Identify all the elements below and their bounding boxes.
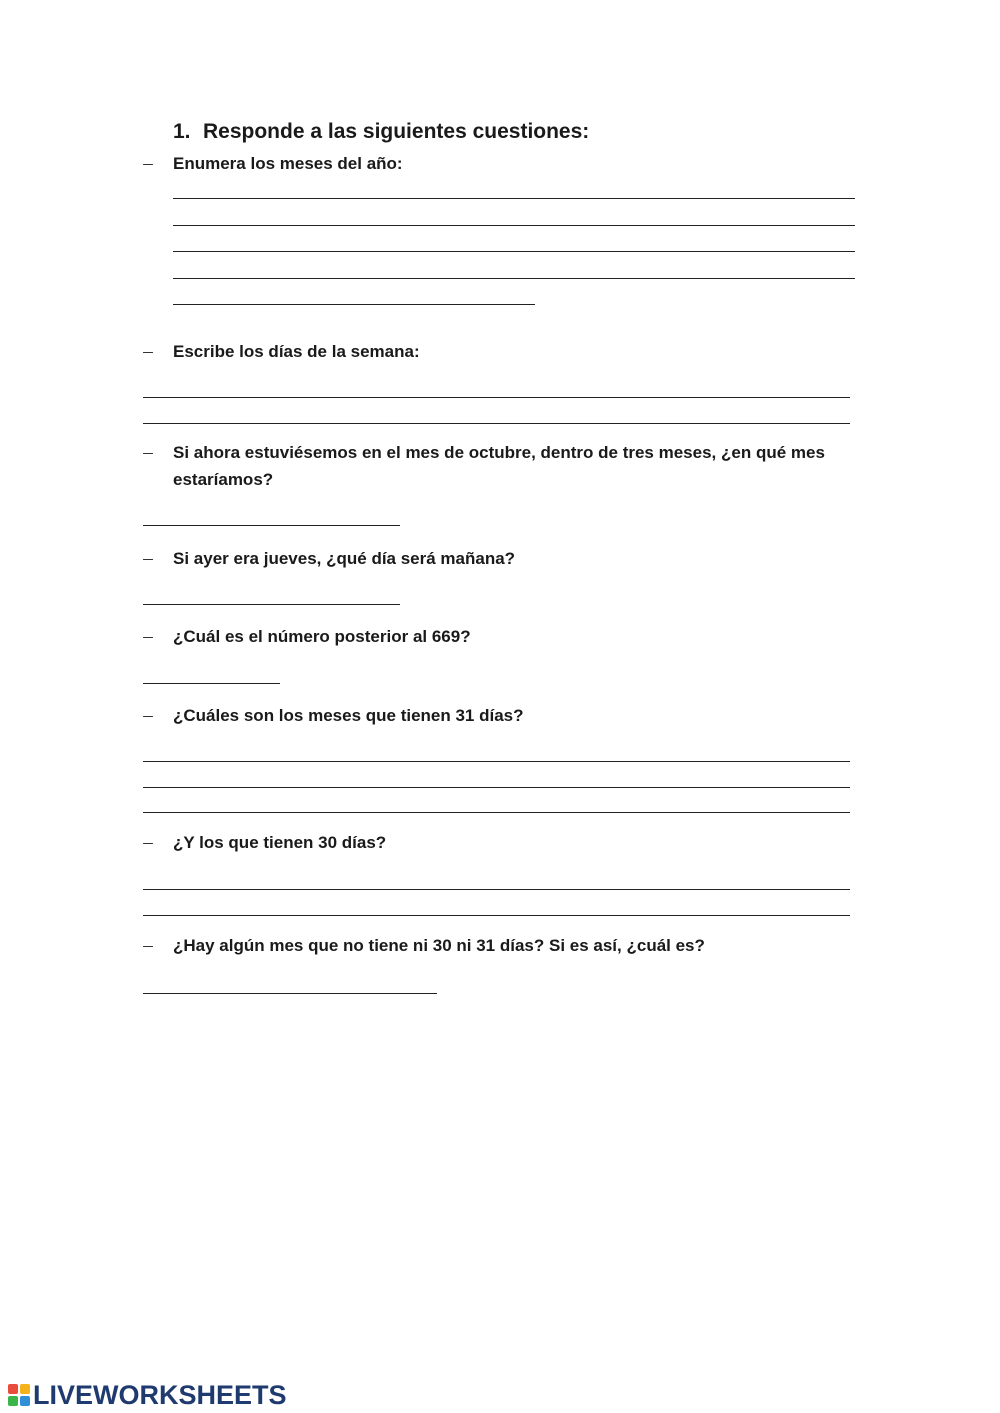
answer-line[interactable]: [173, 304, 535, 305]
bullet-dash: [143, 164, 153, 165]
question-october: Si ahora estuviésemos en el mes de octubre, dentro de tres meses, ¿en qué mes estaríamos?: [173, 443, 825, 489]
answer-line[interactable]: [143, 604, 400, 605]
answer-line[interactable]: [143, 889, 850, 890]
heading-title: Responde a las siguientes cuestiones:: [203, 120, 590, 143]
section-heading: [173, 120, 589, 144]
bullet-dash: [143, 352, 153, 353]
answer-line[interactable]: [143, 423, 850, 424]
bullet-dash: [143, 637, 153, 638]
bullet-dash: [143, 946, 153, 947]
liveworksheets-logo: [8, 1381, 287, 1409]
question-thursday: Si ayer era jueves, ¿qué día será mañana?: [173, 549, 516, 568]
answer-line[interactable]: [173, 198, 855, 199]
logo-square: [8, 1396, 18, 1406]
bullet-dash: [143, 453, 153, 454]
answer-line[interactable]: [143, 761, 850, 762]
logo-text: LIVEWORKSHEETS: [33, 1379, 287, 1410]
answer-line[interactable]: [173, 225, 855, 226]
answer-line[interactable]: [143, 683, 280, 684]
logo-square: [8, 1384, 18, 1394]
answer-line[interactable]: [143, 787, 850, 788]
question-31-days: ¿Cuáles son los meses que tienen 31 días?: [173, 706, 524, 725]
heading-number: 1.: [173, 120, 191, 143]
answer-line[interactable]: [143, 525, 400, 526]
bullet-dash: [143, 843, 153, 844]
question-other-month: ¿Hay algún mes que no tiene ni 30 ni 31 días? Si es así, ¿cuál es?: [173, 936, 705, 955]
question-weekdays: Escribe los días de la semana:: [173, 342, 420, 361]
question-30-days: ¿Y los que tienen 30 días?: [173, 833, 387, 852]
answer-line[interactable]: [143, 915, 850, 916]
logo-icon: [8, 1384, 30, 1406]
logo-square: [20, 1384, 30, 1394]
answer-line[interactable]: [173, 251, 855, 252]
question-number: ¿Cuál es el número posterior al 669?: [173, 627, 471, 646]
logo-square: [20, 1396, 30, 1406]
bullet-dash: [143, 559, 153, 560]
answer-line[interactable]: [143, 397, 850, 398]
answer-line[interactable]: [143, 993, 437, 994]
answer-line[interactable]: [173, 278, 855, 279]
answer-line[interactable]: [143, 812, 850, 813]
bullet-dash: [143, 716, 153, 717]
question-months: Enumera los meses del año:: [173, 154, 403, 173]
